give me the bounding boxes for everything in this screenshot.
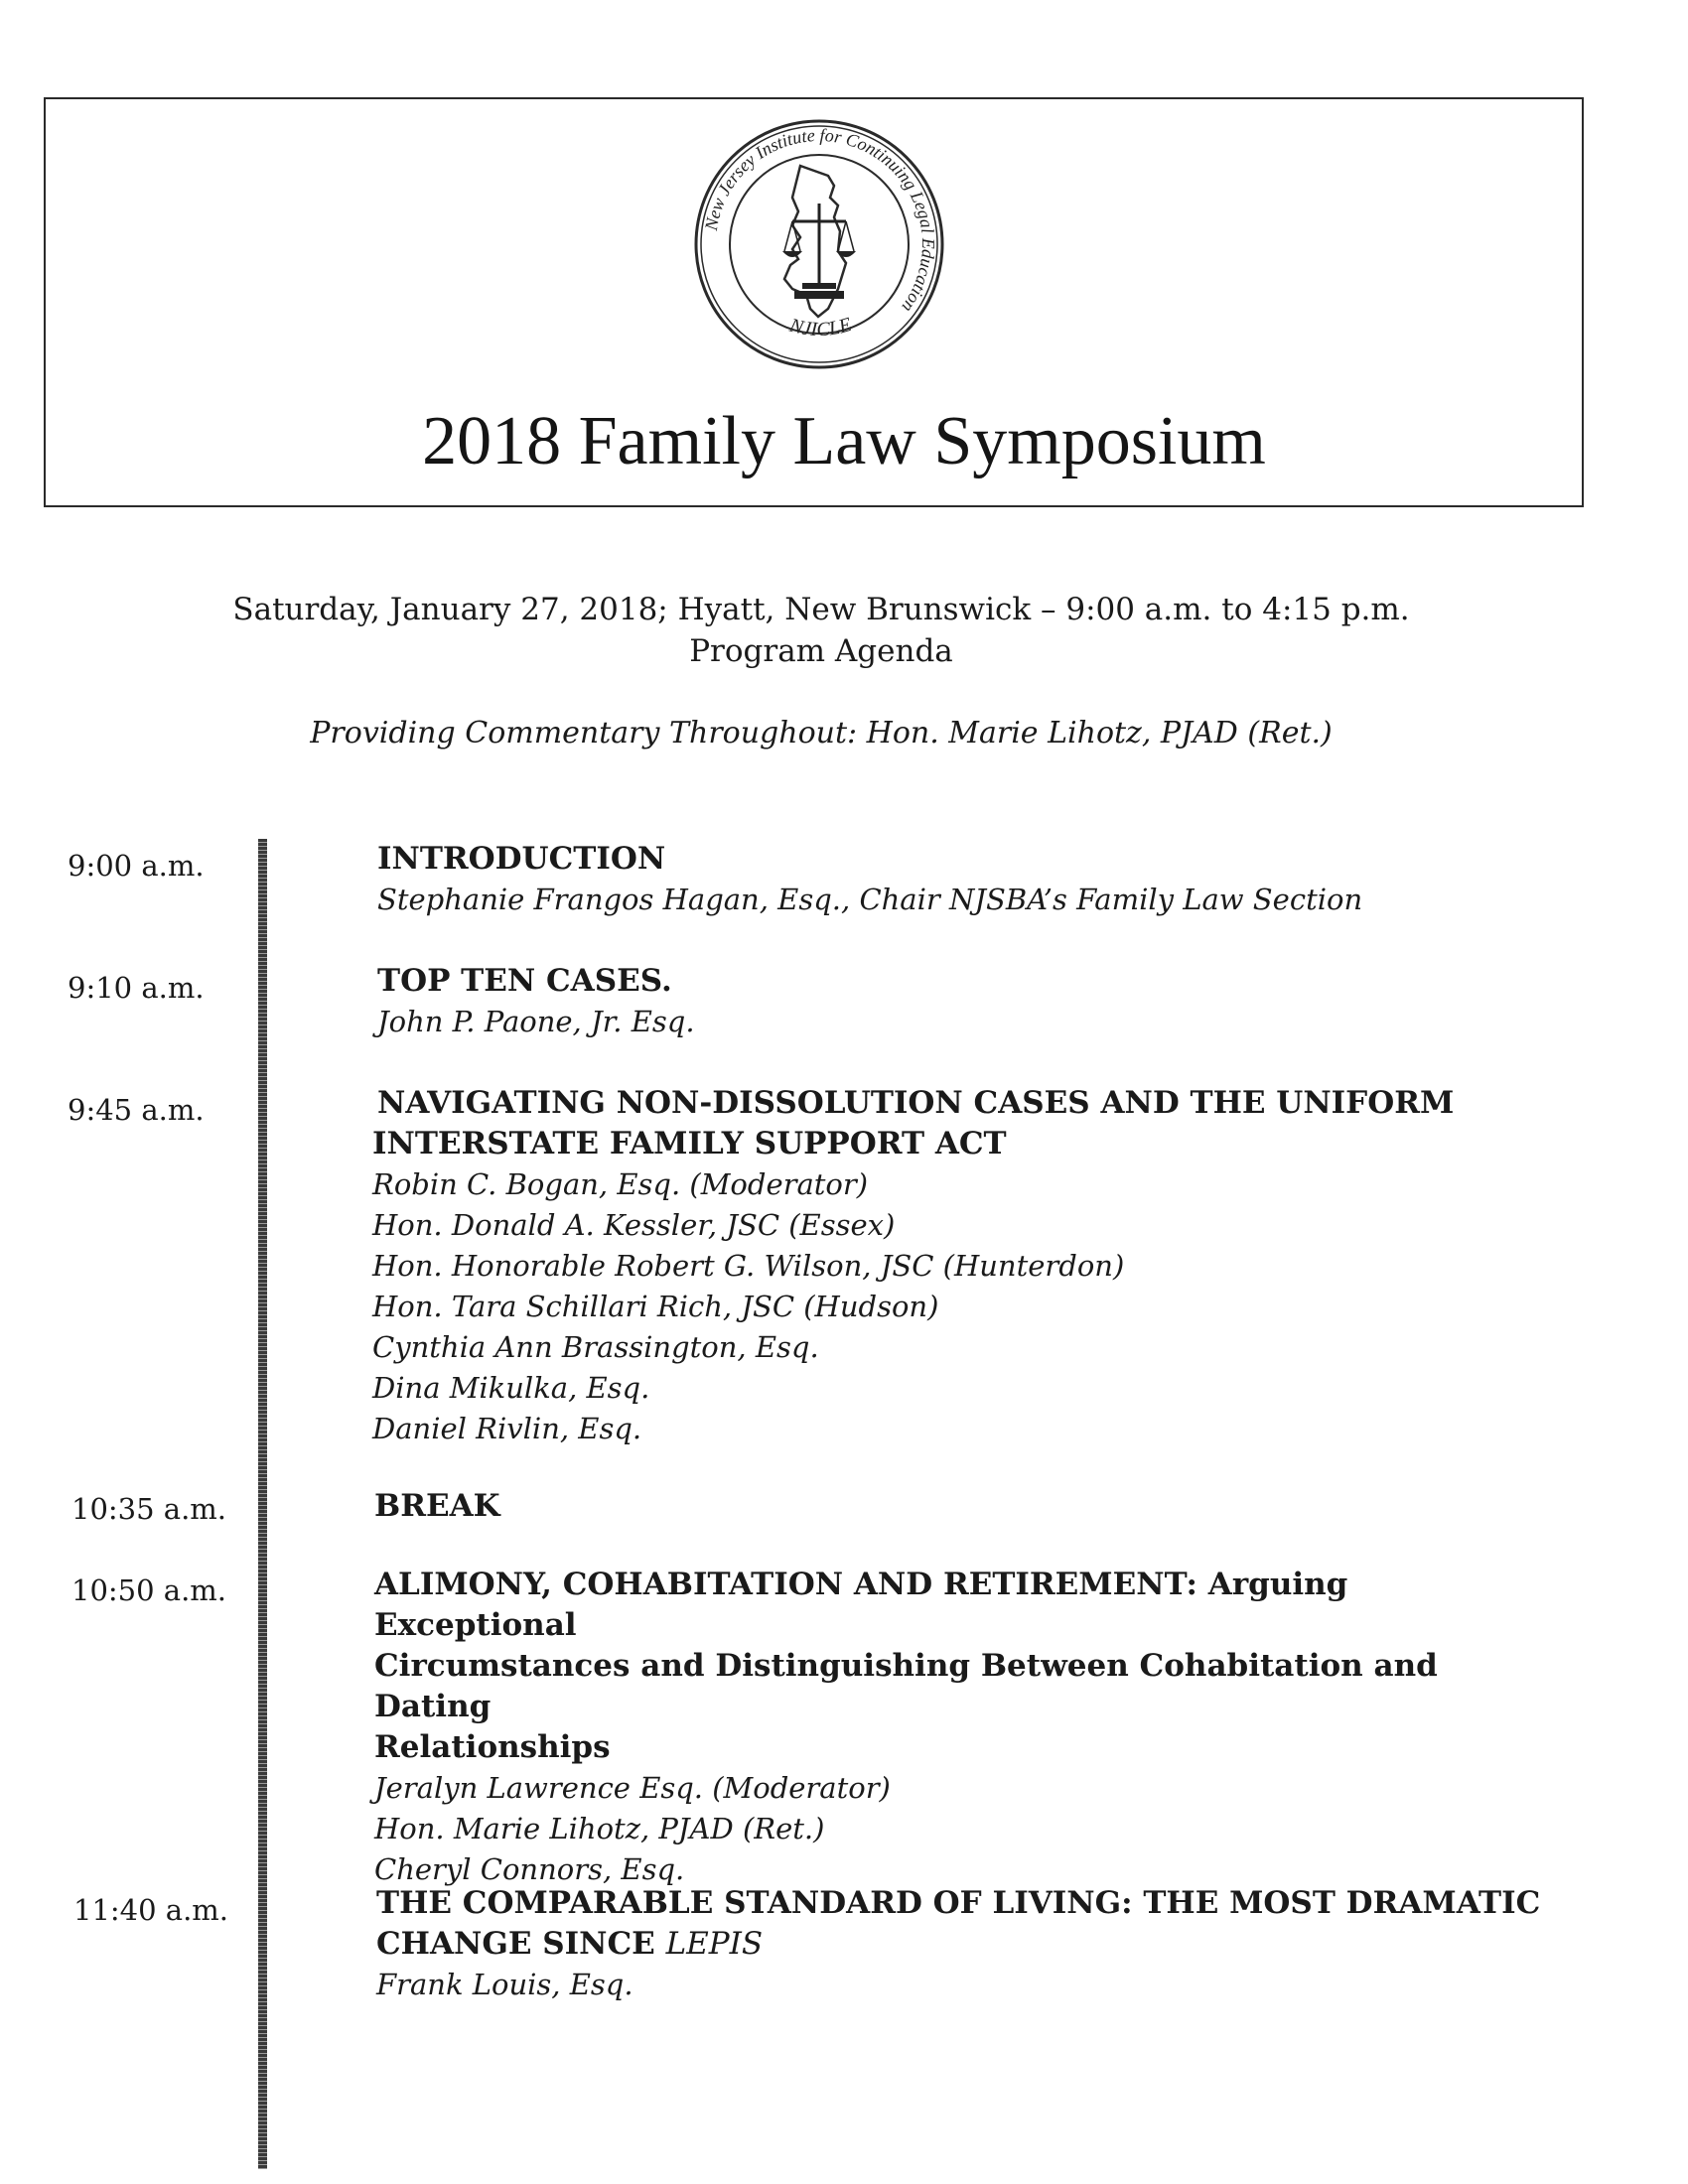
agenda-item-title: INTRODUCTION — [377, 841, 666, 877]
speaker: Hon. Tara Schillari Rich, JSC (Hudson) — [372, 1290, 939, 1323]
commentary-note: Providing Commentary Throughout: Hon. Marie Lihotz, PJAD (Ret.) — [310, 716, 1333, 751]
speaker: Robin C. Bogan, Esq. (Moderator) — [372, 1167, 869, 1201]
speaker: Cynthia Ann Brassington, Esq. — [372, 1330, 819, 1364]
agenda-item-title: THE COMPARABLE STANDARD OF LIVING: THE MOST DRAMATIC — [376, 1885, 1541, 1921]
event-details: Saturday, January 27, 2018; Hyatt, New Brunswick – 9:00 a.m. to 4:15 p.m. — [232, 592, 1410, 627]
agenda-time: 9:45 a.m. — [68, 1093, 205, 1127]
speaker: Daniel Rivlin, Esq. — [372, 1412, 642, 1445]
agenda-item — [377, 961, 1549, 1042]
document-title: 2018 Family Law Symposium — [422, 403, 1266, 479]
agenda-time: 11:40 a.m. — [73, 1893, 229, 1927]
agenda-item-title: BREAK — [374, 1488, 500, 1524]
speaker: Hon. Marie Lihotz, PJAD (Ret.) — [374, 1812, 825, 1845]
agenda-item — [374, 1486, 1546, 1527]
speaker: Hon. Honorable Robert G. Wilson, JSC (Hunterdon) — [372, 1249, 1125, 1283]
agenda-time: 9:00 a.m. — [68, 849, 205, 883]
speaker: Cheryl Connors, Esq. — [374, 1852, 685, 1886]
agenda-item-title-continued: INTERSTATE FAMILY SUPPORT ACT — [372, 1126, 1007, 1161]
agenda-item-title: TOP TEN CASES. — [377, 963, 672, 999]
agenda-item — [372, 1083, 1544, 1449]
agenda-item-title: ALIMONY, COHABITATION AND RETIREMENT: Arguing Exceptional — [374, 1567, 1348, 1643]
agenda-item — [374, 1565, 1546, 1890]
speaker: Jeralyn Lawrence Esq. (Moderator) — [374, 1771, 891, 1805]
agenda-time: 9:10 a.m. — [68, 971, 205, 1005]
agenda-item-title-continued: Circumstances and Distinguishing Between Cohabitation and Dating — [374, 1648, 1438, 1724]
agenda-item-title-continued: Relationships — [374, 1729, 611, 1765]
agenda-item-title-continued — [376, 1924, 1548, 1965]
agenda-time: 10:50 a.m. — [71, 1573, 227, 1607]
agenda-time: 10:35 a.m. — [71, 1492, 227, 1526]
title-italic-case-name: LEPIS — [665, 1926, 764, 1962]
speaker: Frank Louis, Esq. — [376, 1968, 633, 2001]
speaker: John P. Paone, Jr. Esq. — [377, 1005, 695, 1038]
njicle-seal-logo — [689, 114, 949, 374]
program-agenda-label: Program Agenda — [689, 633, 953, 669]
speaker: Hon. Donald A. Kessler, JSC (Essex) — [372, 1208, 896, 1242]
speaker: Dina Mikulka, Esq. — [372, 1371, 650, 1405]
agenda-item — [377, 839, 1549, 920]
svg-text:New Jersey Institute for Conti: New Jersey Institute for Continuing Legal Education — [700, 124, 939, 317]
agenda-item-title: NAVIGATING NON-DISSOLUTION CASES AND THE UNIFORM — [377, 1085, 1455, 1121]
title-bold-part: CHANGE SINCE — [376, 1926, 666, 1962]
speaker: Stephanie Frangos Hagan, Esq., Chair NJSBA’s Family Law Section — [377, 883, 1363, 916]
agenda-item — [376, 1883, 1548, 2005]
svg-text:NJICLE: NJICLE — [787, 313, 855, 341]
